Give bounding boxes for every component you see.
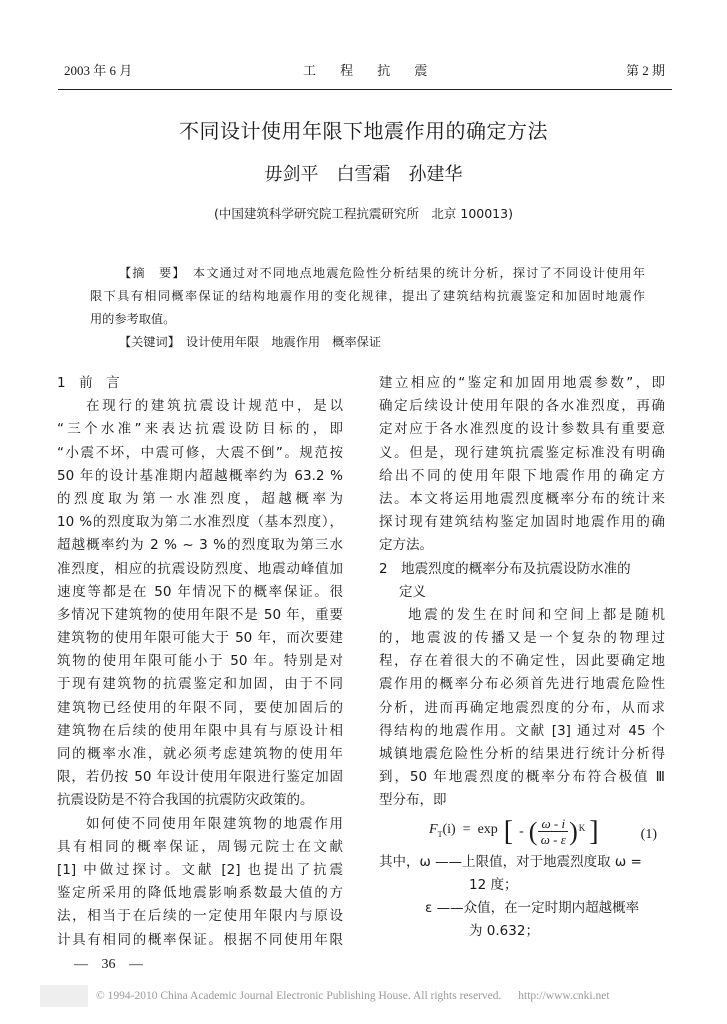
equation-subscript: T [437,829,443,839]
text-line: 城镇地震危险性分析的结果进行统计分析得 [379,746,665,762]
right-column-text [379,372,665,813]
equation-symbol: F [429,821,438,837]
text-line: 准烈度，相应的抗震设防烈度、地震动峰值加 [57,560,343,577]
text-line: 【关键词】 设计使用年限 地震作用 概率保证 [119,335,382,349]
bracket-close: ] [589,815,599,847]
header-issue: 第 2 期 [625,63,665,78]
text-line: 抗震设防是不符合我国的抗震防灾政策的。 [57,792,314,809]
text-line: 限下具有相同概率保证的结构地震作用的变化规律，提出了建筑结构抗震鉴定和加固时地震作 [90,289,645,303]
equation-arg: (i) = exp [442,821,498,837]
page-number: — 36 — [74,957,143,972]
text-line: 分析，进而再确定地震烈度的分布，从而求 [379,699,665,716]
text-line: 同的概率水准，就必须考虑建筑物的使用年 [57,746,343,762]
header-rule [58,89,672,90]
text-line: 定义 [399,583,426,600]
equation-fraction [538,816,568,847]
header-date: 2003 年 6 月 [64,63,133,78]
paper-authors: 毋剑平 白雪霜 孙建华 [264,164,463,185]
bracket-open: [ [503,815,514,847]
text-line: 在现行的建筑抗震设计规范中，是以 [86,398,343,415]
text-line: 计具有相同的概率保证。根据不同使用年限 [57,931,343,948]
section-heading: 1 前 言 [57,375,120,391]
equation-lhs [429,818,498,846]
text-line: “三个水准”来表达抗震设防目标的，即 [57,421,343,438]
definition-line: 12 度； [469,876,518,893]
minus-sign: - [519,823,524,839]
definitions [379,851,665,944]
paren-close: ) [569,816,578,846]
abstract [90,262,645,354]
text-line: 50 年的设计基准期内超越概率约为 63.2 % [57,467,343,484]
text-line: 定对应于各水准烈度的设计参数具有重要意 [379,421,665,438]
header-journal: 工 程 抗 震 [303,64,438,79]
text-line: 得结构的地震作用。文献 [3] 通过对 45 个 [379,722,665,739]
text-line: 震作用的概率分布必须首先进行地震危险性 [379,676,665,693]
text-line: 鉴定所采用的降低地震影响系数最大值的方 [57,885,343,902]
text-line: 义。但是，现行建筑抗震鉴定标准没有明确 [379,444,665,461]
text-line: 法，相当于在后续的一定使用年限内与原设 [57,908,343,925]
text-line: 具有相同的概率保证，周锡元院士在文献 [57,838,343,855]
paper-affiliation: (中国建筑科学研究院工程抗震研究所 北京 100013) [214,206,513,221]
text-line: “小震不坏，中震可修，大震不倒”。规范按 [57,444,343,461]
section-heading: 2 地震烈度的概率分布及抗震设防水准的 [379,560,631,577]
text-line: 建筑物在后续的使用年限中具有与原设计相 [57,722,343,739]
footer-url[interactable]: http://www.cnki.net [518,990,610,1002]
text-line: 超越概率约为 2 % ~ 3 %的烈度取为第三水 [57,537,343,554]
fraction-denominator: ω - ε [540,832,566,848]
equation-exponent: K [578,822,586,833]
text-line: 的烈度取为第一水准烈度，超越概率为 [57,490,343,507]
text-line: 于现有建筑物的抗震鉴定和加固，由于不同 [57,676,343,693]
text-line: 筑物的使用年限可能小于 50 年。特别是对 [57,653,343,670]
text-line: 地震的发生在时间和空间上都是随机 [408,606,665,623]
text-line: 定方法。 [379,537,433,554]
text-line: 建筑物的使用年限可能大于 50 年，而次要建 [57,630,343,647]
text-line: 建筑物已经使用的年限不同，要使加固后的 [57,699,343,716]
text-line: 10 %的烈度取为第二水准烈度（基本烈度）， [57,514,343,531]
footer-copyright: © 1994-2010 China Academic Journal Electronic Publishing House. All rights reserved. [96,990,502,1002]
text-line: 限，若仍按 50 年设计使用年限进行鉴定加固 [57,769,343,786]
equation-number: (1) [640,826,657,842]
text-line: 法。本文将运用地震烈度概率分布的统计来 [379,490,665,507]
text-line: 【摘 要】 本文通过对不同地点地震危险性分析结果的统计分析，探讨了不同设计使用年 [119,266,645,280]
text-line: 多情况下建筑物的使用年限不是 50 年，重要 [57,606,343,623]
text-line: 用的参考取值。 [90,312,176,326]
equation-1 [379,813,665,851]
paren-open: ( [528,816,538,846]
footer [96,990,610,1002]
text-line: 的，地震波的传播又是一个复杂的物理过 [379,630,665,647]
cnki-logo [40,985,88,1007]
text-line: 建立相应的“鉴定和加固用地震参数”，即 [379,375,665,391]
definition-line: 其中，ω ——上限值，对于地震烈度取 ω = [379,853,642,870]
text-line: 确定后续设计使用年限的各水准烈度，再确 [379,398,665,415]
left-column [57,372,343,952]
text-line: 速度等都是在 50 年情况下的概率保证。很 [57,583,343,600]
paper-title: 不同设计使用年限下地震作用的确定方法 [179,119,548,143]
text-line: 探讨现有建筑结构鉴定加固时地震作用的确 [379,514,665,531]
text-line: 如何使不同使用年限建筑物的地震作用 [86,815,343,832]
text-line: 给出不同的使用年限下地震作用的确定方 [379,467,665,484]
definition-line: 为 0.632； [469,923,539,940]
fraction-numerator: ω - i [538,816,568,832]
text-line: 到，50 年地震烈度的概率分布符合极值 Ⅲ [379,769,665,786]
text-line: 型分布，即 [379,792,447,809]
text-line: [1] 中做过探讨。文献 [2] 也提出了抗震 [57,861,343,878]
equation-body [429,813,601,851]
text-line: 程，存在着很大的不确定性，因此要确定地 [379,653,665,670]
definition-line: ε ——众值，在一定时期内超越概率 [425,899,640,916]
right-column [379,372,665,943]
